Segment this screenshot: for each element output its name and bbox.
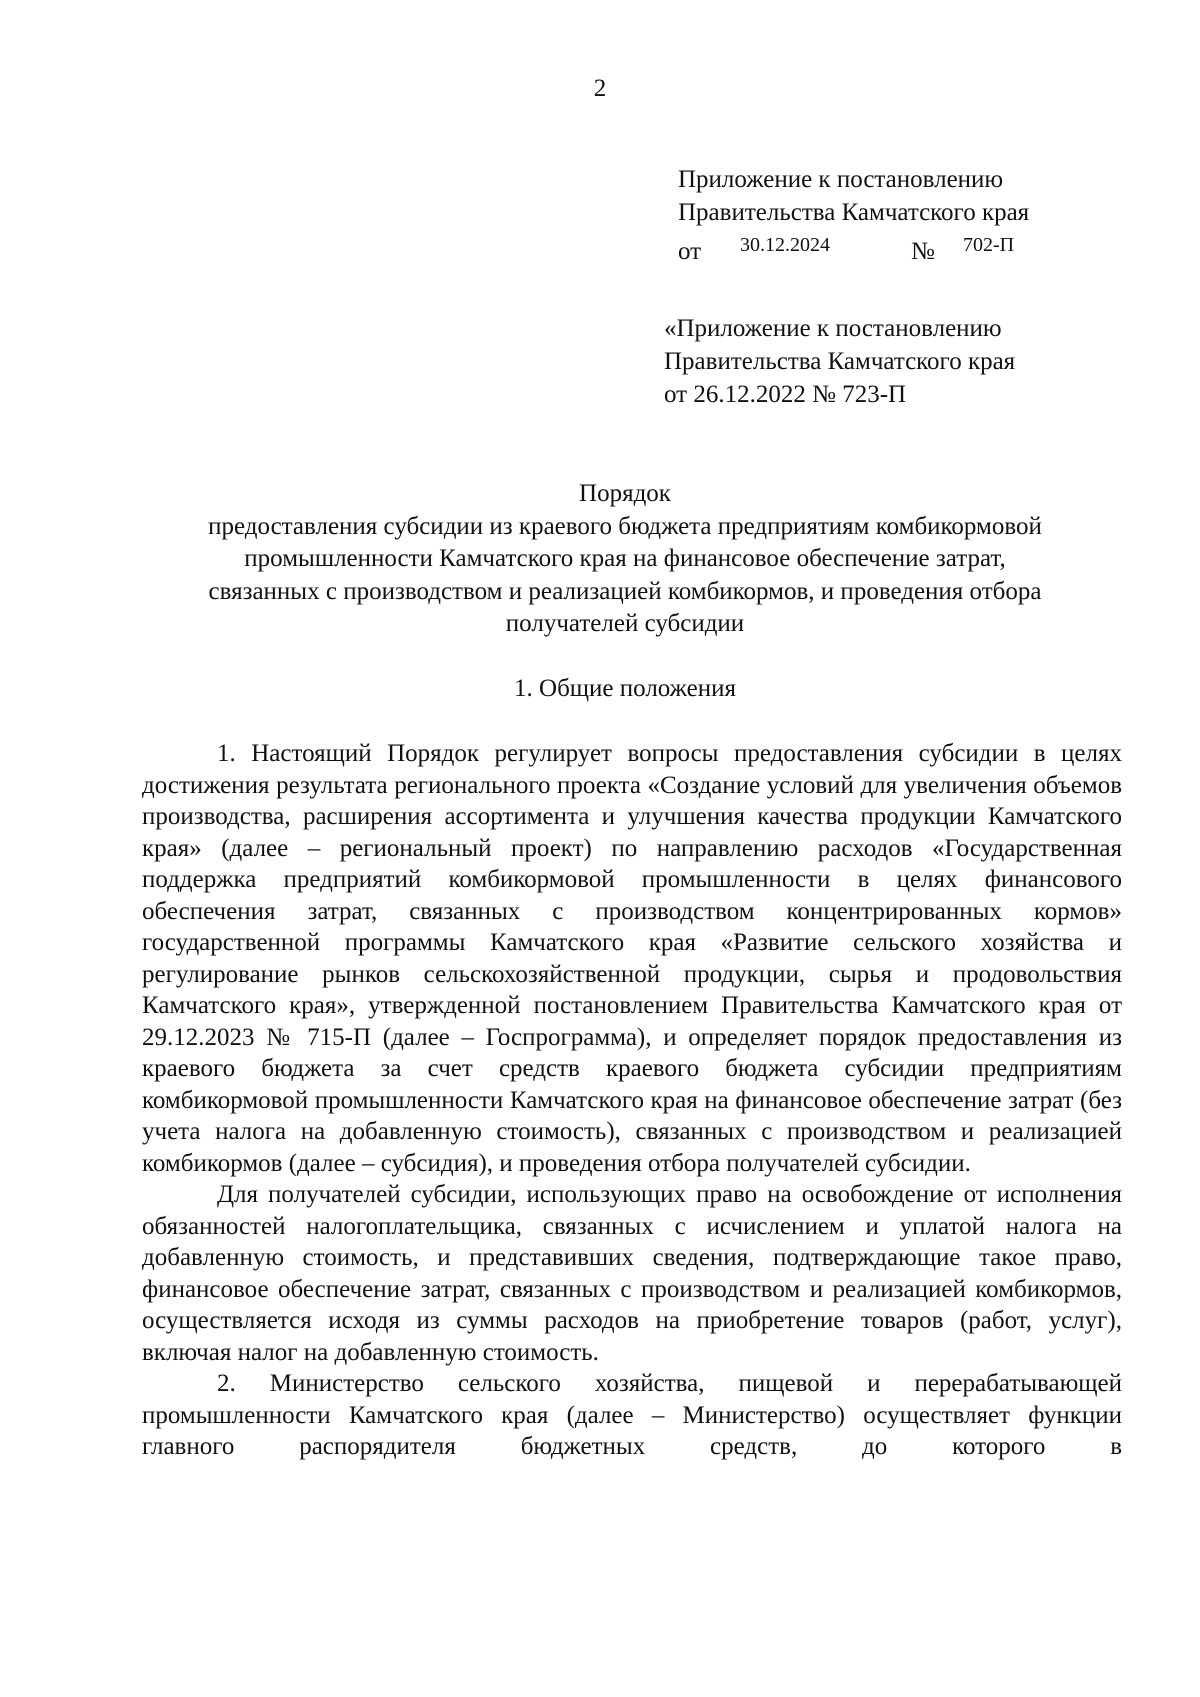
stamp-date-row bbox=[678, 229, 1029, 265]
body-text bbox=[142, 738, 1122, 1463]
stamp-line: Приложение к постановлению bbox=[678, 166, 1004, 193]
paragraph: Для получателей субсидии, использующих право на освобождение от исполнения обязанностей налогоплательщика, связанных с исчислением и уплатой налога на добавленную стоимость, и представивших сведения, подтверждающие такое право, финансовое обеспечение затрат, связанных с производством и реализацией комбикормов, осуществляется исходя из суммы расходов на приобретение товаров (работ, услуг), включая налог на добавленную стоимость. bbox=[142, 1181, 1122, 1366]
page-number: 2 bbox=[593, 75, 607, 102]
title-line: связанных с производством и реализацией комбикормов, и проведения отбора bbox=[208, 577, 1042, 605]
document-title bbox=[100, 478, 1150, 641]
title-line: предоставления субсидии из краевого бюджета предприятиям комбикормовой bbox=[208, 512, 1042, 540]
reference-line: Правительства Камчатского края bbox=[664, 348, 1016, 375]
stamp-number-sign: № bbox=[911, 238, 935, 265]
title-line: получателей субсидии bbox=[505, 610, 745, 637]
stamp-date-prefix: от bbox=[678, 238, 702, 265]
reference-line: от 26.12.2022 № 723-П bbox=[664, 381, 907, 408]
title-heading: Порядок bbox=[579, 480, 671, 507]
stamp-line: Правительства Камчатского края bbox=[678, 199, 1030, 226]
title-line: промышленности Камчатского края на финансовое обеспечение затрат, bbox=[244, 545, 1006, 572]
stamp-date: 30.12.2024 bbox=[740, 234, 830, 256]
original-reference bbox=[664, 312, 1015, 411]
paragraph: 2. Министерство сельского хозяйства, пищевой и перерабатывающей промышленности Камчатского края (далее – Министерство) осуществляет функции главного распорядителя бюджетных средств, до которого в bbox=[142, 1370, 1122, 1460]
reference-line: «Приложение к постановлению bbox=[664, 315, 1002, 342]
paragraph: 1. Настоящий Порядок регулирует вопросы предоставления субсидии в целях достижения результата регионального проекта «Создание условий для увеличения объемов производства, расширения ассортимента и улучшения качества продукции Камчатского края» (далее – региональный проект) по направлению расходов «Государственная поддержка предприятий комбикормовой промышленности в целях финансового обеспечения затрат, связанных с производством концентрированных кормов» государственной программы Камчатского края «Развитие сельского хозяйства и регулирование рынков сельскохозяйственной продукции, сырья и продовольствия Камчатского края», утвержденной постановлением Правительства Камчатского края от 29.12.2023 № 715-П (далее – Госпрограмма), и определяет порядок предоставления из краевого бюджета за счет средств краевого бюджета субсидии предприятиям комбикормовой промышленности Камчатского края на финансовое обеспечение затрат (без учета налога на добавленную стоимость), связанных с производством и реализацией комбикормов (далее – субсидия), и проведения отбора получателей субсидии. bbox=[142, 740, 1122, 1177]
stamp-number: 702-П bbox=[963, 234, 1015, 256]
section-heading: 1. Общие положения bbox=[514, 675, 736, 702]
approval-stamp bbox=[678, 163, 1029, 265]
